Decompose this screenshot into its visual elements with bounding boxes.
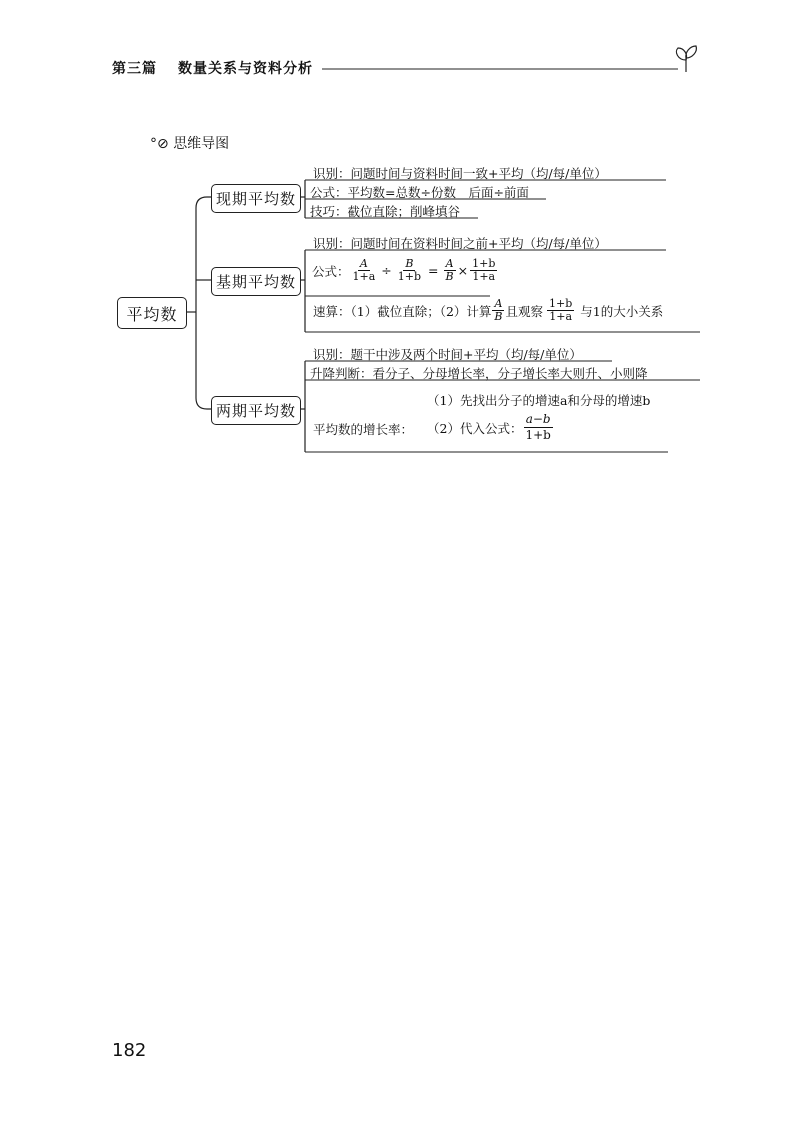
b1-formula: 公式：平均数=总数÷份数 后面÷前面	[310, 185, 529, 200]
b3-step2-text: （2）代入公式：	[427, 420, 523, 436]
divide-sign: ÷	[381, 263, 392, 278]
b1-identify: 识别：问题时间与资料时间一致+平均（均/每/单位）	[313, 166, 607, 181]
times-sign: ×	[457, 263, 469, 278]
b2-identify: 识别：问题时间在资料时间之前+平均（均/每/单位）	[313, 236, 607, 251]
fraction-1b-over-1a: $\frac{1+b}{1+a}$	[472, 257, 496, 283]
b3-rise-fall: 升降判断：看分子、分母增长率，分子增长率大则升、小则降	[310, 366, 648, 381]
b2-speed-suffix: 与1的大小关系	[580, 303, 664, 319]
b2-formula-prefix: 公式：	[312, 263, 350, 279]
sprout-icon	[676, 46, 696, 72]
section-title: 思维导图	[173, 136, 230, 152]
b2-formula	[312, 258, 498, 283]
b1-technique: 技巧：截位直除；削峰填谷	[310, 204, 461, 219]
b2-speed-calc	[313, 298, 663, 323]
b2-speed-prefix: 速算：（1）截位直除；（2）计算	[313, 303, 492, 319]
b3-step2	[427, 412, 554, 443]
header-title: 数量关系与资料分析	[178, 61, 313, 77]
fraction-a-over-1a: $\frac{A}{1+a}$	[352, 257, 376, 283]
b2-observe: 且观察	[505, 303, 544, 319]
fraction-a-over-b: $\frac{A}{B}$	[445, 257, 454, 283]
branch-current-average: 现期平均数	[211, 184, 301, 213]
equals-sign: =	[428, 263, 439, 278]
fraction-b-over-1b: $\frac{B}{1+b}$	[397, 257, 422, 283]
fraction-growth-rate: $\frac{a-b}{1+b}$	[525, 412, 551, 442]
fraction-1b-over-1a-2: $\frac{1+b}{1+a}$	[549, 297, 573, 323]
root-node: 平均数	[117, 297, 187, 329]
section-title-row	[150, 133, 229, 153]
header-part: 第三篇	[112, 61, 157, 77]
b3-rate-label: 平均数的增长率：	[313, 422, 414, 437]
b3-identify: 识别：题干中涉及两个时间+平均（均/每/单位）	[313, 347, 582, 362]
slash-circle-icon: °⊘	[150, 136, 169, 152]
branch-two-period-average: 两期平均数	[211, 396, 301, 425]
page-number: 182	[112, 1040, 147, 1061]
fraction-a-over-b-2: $\frac{A}{B}$	[494, 297, 503, 323]
branch-base-average: 基期平均数	[211, 267, 301, 296]
b3-step1: （1）先找出分子的增速a和分母的增速b	[427, 393, 651, 408]
